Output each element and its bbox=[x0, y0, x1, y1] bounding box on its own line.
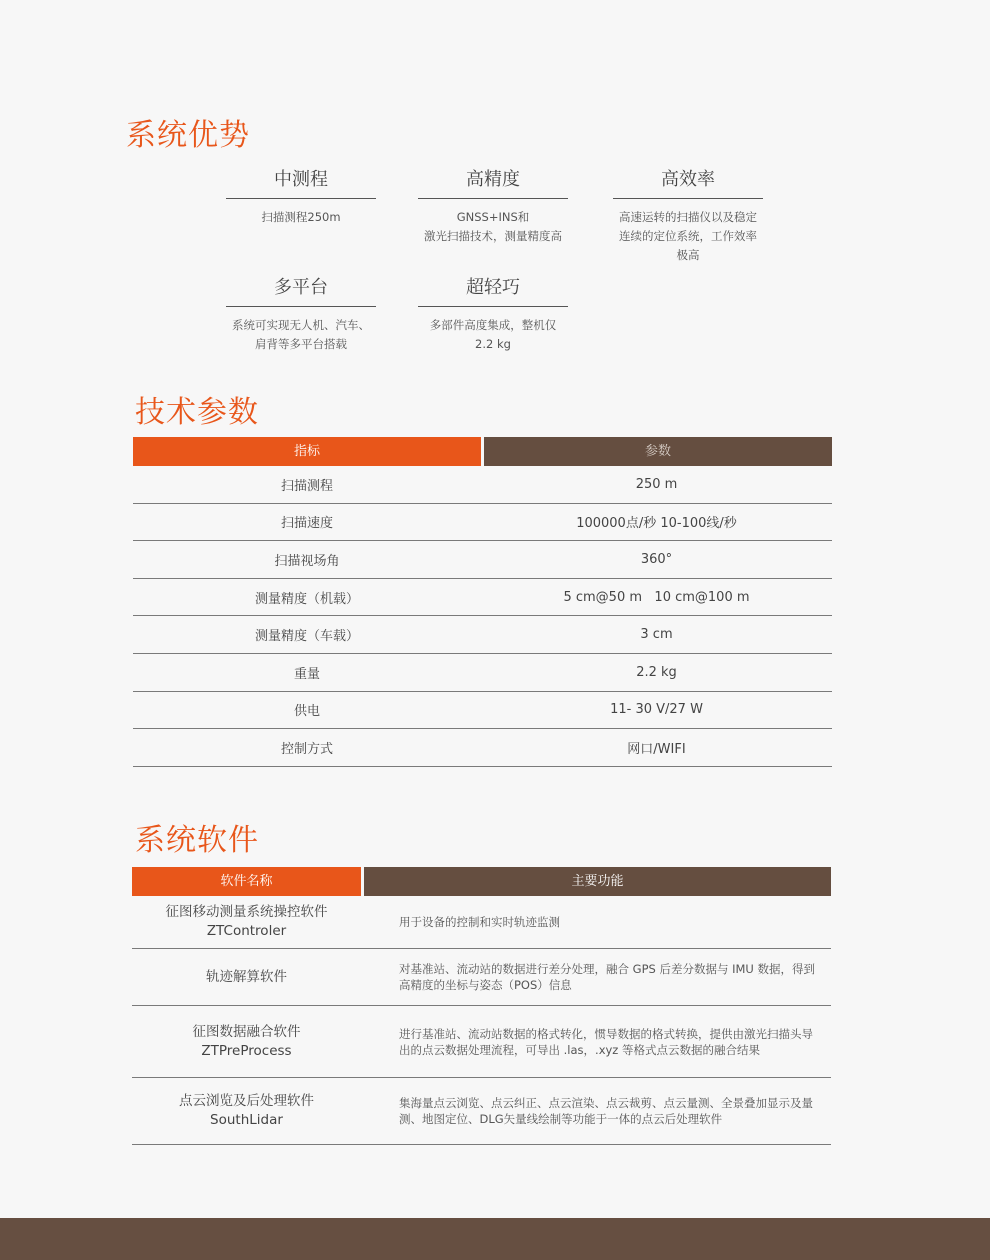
param-value: 2.2 kg bbox=[636, 664, 677, 680]
params-table-header bbox=[133, 437, 832, 466]
advantage-card bbox=[613, 165, 763, 265]
advantage-card bbox=[226, 273, 376, 354]
table-row bbox=[133, 692, 832, 730]
advantage-title: 超轻巧 bbox=[418, 273, 568, 307]
table-row bbox=[133, 729, 832, 767]
param-value: 250 m bbox=[635, 476, 678, 492]
param-value: 11- 30 V/27 W bbox=[610, 702, 703, 718]
advantages-title: 系统优势 bbox=[126, 118, 250, 153]
param-value: 网口/WIFI bbox=[627, 741, 686, 757]
params-title: 技术参数 bbox=[135, 395, 259, 430]
software-name-en: ZTControler bbox=[206, 923, 287, 939]
advantage-desc: 系统可实现无人机、汽车、 肩背等多平台搭载 bbox=[232, 318, 370, 351]
advantage-card bbox=[418, 273, 568, 354]
software-function: 对基准站、流动站的数据进行差分处理，融合 GPS 后差分数据与 IMU 数据，得到高精度的坐标与姿态（POS）信息 bbox=[399, 962, 815, 992]
table-row bbox=[133, 579, 832, 617]
advantage-title: 中测程 bbox=[226, 165, 376, 199]
param-name: 测量精度（机载） bbox=[254, 591, 359, 607]
table-row bbox=[133, 504, 832, 542]
table-row bbox=[132, 1078, 831, 1145]
params-header-metric: 指标 bbox=[133, 437, 481, 466]
software-function: 进行基准站、流动站数据的格式转化，惯导数据的格式转换，提供由激光扫描头导出的点云数据处理流程，可导出 .las，.xyz 等格式点云数据的融合结果 bbox=[399, 1026, 813, 1057]
software-header-name: 软件名称 bbox=[132, 867, 361, 896]
software-name-cn: 征图数据融合软件 bbox=[192, 1023, 301, 1040]
table-row bbox=[133, 616, 832, 654]
param-name: 扫描测程 bbox=[280, 478, 333, 494]
advantage-desc: GNSS+INS和 激光扫描技术，测量精度高 bbox=[424, 210, 562, 243]
software-name-cn: 点云浏览及后处理软件 bbox=[179, 1093, 314, 1109]
advantage-desc: 扫描测程250m bbox=[261, 210, 341, 224]
param-name: 供电 bbox=[293, 704, 320, 720]
params-header-value: 参数 bbox=[484, 437, 832, 466]
table-row bbox=[133, 466, 832, 504]
software-name bbox=[132, 1023, 361, 1061]
param-name: 扫描速度 bbox=[280, 516, 333, 532]
param-value: 5 cm@50 m 10 cm@100 m bbox=[563, 589, 750, 605]
param-value: 3 cm bbox=[640, 627, 673, 643]
advantage-title: 高精度 bbox=[418, 165, 568, 199]
software-function: 集海量点云浏览、点云纠正、点云渲染、点云裁剪、点云量测、全景叠加显示及量测、地图定位、DLG矢量线绘制等功能于一体的点云后处理软件 bbox=[399, 1096, 813, 1126]
table-row bbox=[132, 1006, 831, 1078]
table-row bbox=[133, 654, 832, 692]
software-name-en: ZTPreProcess bbox=[201, 1042, 292, 1059]
software-name-en: SouthLidar bbox=[210, 1112, 283, 1128]
advantage-card bbox=[226, 165, 376, 227]
params-table bbox=[133, 437, 832, 767]
software-name-cn: 轨迹解算软件 bbox=[206, 968, 287, 985]
param-value: 360° bbox=[640, 551, 673, 567]
software-header-function: 主要功能 bbox=[364, 867, 831, 896]
param-name: 重量 bbox=[293, 666, 320, 682]
software-name bbox=[132, 903, 361, 941]
software-title: 系统软件 bbox=[135, 823, 259, 858]
software-table bbox=[132, 867, 831, 1145]
software-name bbox=[132, 968, 361, 987]
software-table-header bbox=[132, 867, 831, 896]
software-name-cn: 征图移动测量系统操控软件 bbox=[165, 904, 328, 920]
advantage-desc: 多部件高度集成，整机仅 2.2 kg bbox=[429, 318, 557, 351]
table-row bbox=[133, 541, 832, 579]
param-value: 100000点/秒 10-100线/秒 bbox=[576, 516, 737, 532]
advantage-desc: 高速运转的扫描仪以及稳定 连续的定位系统，工作效率 极高 bbox=[619, 210, 757, 262]
param-name: 测量精度（车载） bbox=[254, 629, 359, 645]
software-function: 用于设备的控制和实时轨迹监测 bbox=[399, 915, 560, 929]
param-name: 控制方式 bbox=[280, 741, 333, 757]
table-row bbox=[132, 949, 831, 1006]
param-name: 扫描视场角 bbox=[274, 553, 340, 569]
software-name bbox=[132, 1092, 361, 1130]
footer-bar bbox=[0, 1218, 990, 1260]
table-row bbox=[132, 896, 831, 949]
advantage-title: 高效率 bbox=[613, 165, 763, 199]
advantage-card bbox=[418, 165, 568, 246]
advantage-title: 多平台 bbox=[226, 273, 376, 307]
